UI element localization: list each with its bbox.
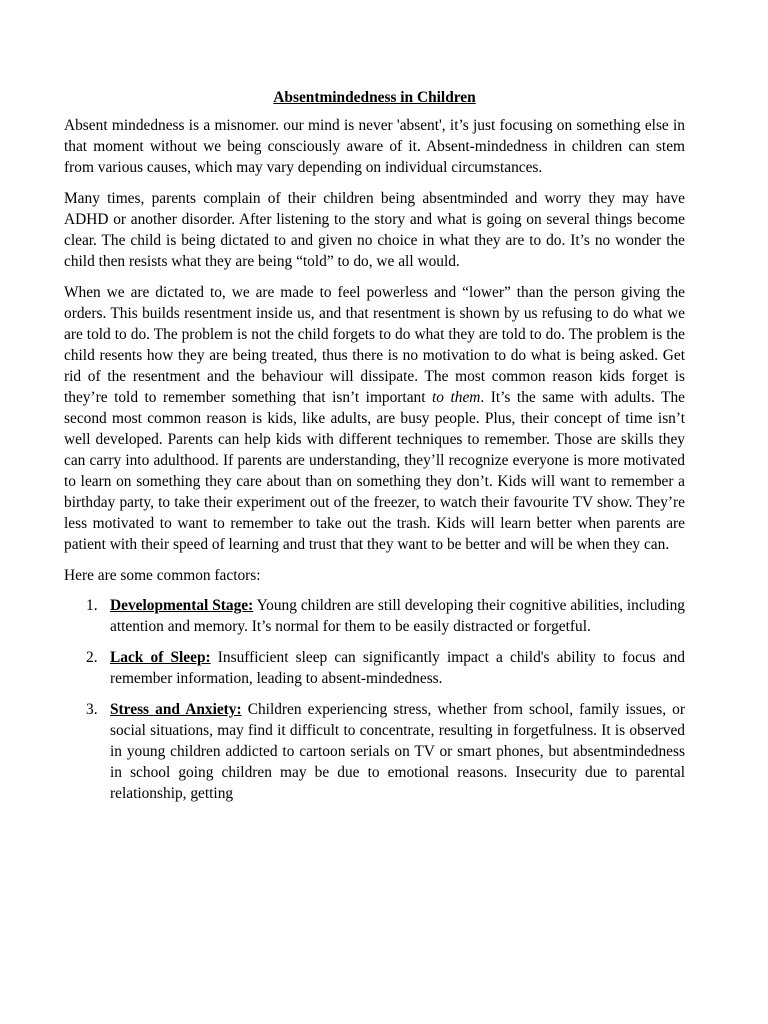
document-page [64,87,685,814]
list-item-term: Developmental Stage: [110,597,254,614]
list-item-text: Children experiencing stress, whether from school, family issues, or social situations, may find it difficult to concentrate, resulting in forgetfulness. It is observed in young children addicted to cartoon serials on TV or smart phones, but absentmindedness in school going children may be due to emotional reasons. Insecurity due to parental relationship, getting [110,701,685,802]
paragraph-3-text-a: When we are dictated to, we are made to feel powerless and “lower” than the person giving the orders. This builds resentment inside us, and that resentment is shown by us refusing to do what we are told to do. The problem is not the child forgets to do what they are told to do. The problem is the child resents how they are being treated, thus there is no motivation to do what is being asked. Get rid of the resentment and the behaviour will dissipate. The most common reason kids forget is they’re told to remember something that isn’t important [64,284,685,406]
paragraph-3-emphasis: to them [432,389,481,406]
factors-intro: Here are some common factors: [64,567,261,584]
list-item-text: Insufficient sleep can significantly impact a child's ability to focus and remember information, leading to absent-mindedness. [110,649,685,687]
list-item-term: Lack of Sleep: [110,649,211,666]
paragraph-3 [64,282,685,555]
list-item-number: 3. [86,701,98,718]
list-item-text: Young children are still developing their cognitive abilities, including attention and memory. It’s normal for them to be easily distracted or forgetful. [110,597,685,635]
paragraph-3-text-b: . It’s the same with adults. The second most common reason is kids, like adults, are busy people. Plus, their concept of time isn’t well developed. Parents can help kids with different techniques to remember. Those are skills they can carry into adulthood. If parents are understanding, they’ll recognize everyone is more motivated to learn on something they care about than on something they don’t. Kids will want to remember a birthday party, to take their experiment out of the freezer, to watch their favourite TV show. They’re less motivated to want to remember to take out the trash. Kids will learn better when parents are patient with their speed of learning and trust that they want to be better and will be when they can. [64,389,685,553]
paragraph-2: Many times, parents complain of their children being absentminded and worry they may have ADHD or another disorder. After listening to the story and what is going on several things become clear. The child is being dictated to and given no choice in what they are to do. It’s no wonder the child then resists what they are being “told” to do, we all would. [64,190,685,270]
factors-list [64,595,685,804]
paragraph-1: Absent mindedness is a misnomer. our mind is never 'absent', it’s just focusing on something else in that moment without we being consciously aware of it. Absent-mindedness in children can stem from various causes, which may vary depending on individual circumstances. [64,117,685,176]
list-item-number: 1. [86,597,98,614]
document-title: Absentmindedness in Children [273,89,476,106]
list-item [64,699,685,804]
list-item-number: 2. [86,649,98,666]
list-item [64,647,685,689]
list-item [64,595,685,637]
list-item-term: Stress and Anxiety: [110,701,242,718]
